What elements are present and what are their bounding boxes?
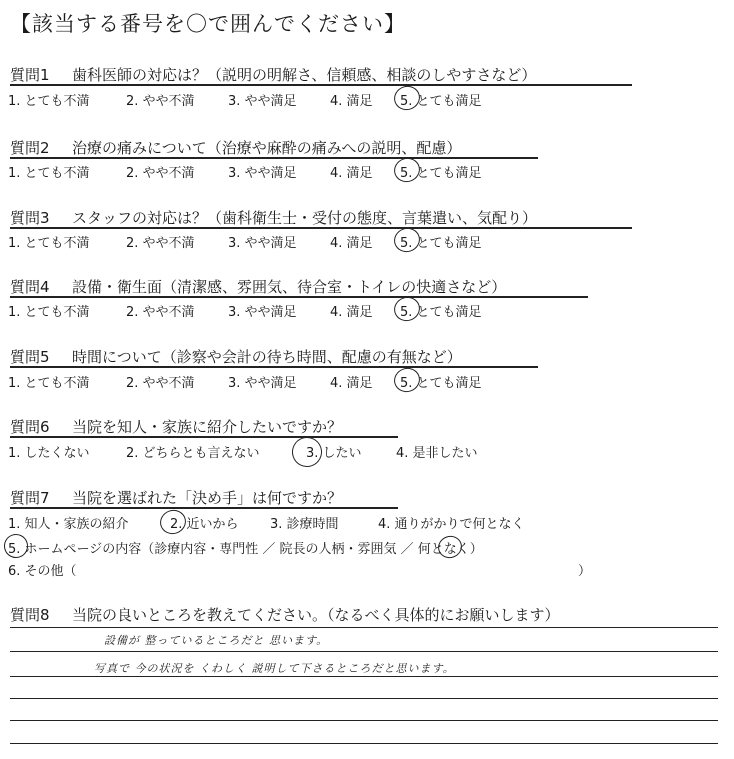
q3-option-2[interactable]: 2. やや不満 [126,236,195,251]
q5-option-2[interactable]: 2. やや不満 [126,376,195,391]
question-5-underline [10,366,538,368]
question-4 [10,276,506,297]
q2-option-4[interactable]: 4. 満足 [330,166,373,181]
question-5-text: 時間について（診察や会計の待ち時間、配慮の有無など） [72,348,462,366]
handwritten-answer-2: 写真で 今の状況を くわしく 説明して下さるところだと思います。 [94,662,455,675]
question-8-number: 質問8 [10,606,50,624]
q3-option-5[interactable]: 5. とても満足 [400,236,482,251]
q5-option-3[interactable]: 3. やや満足 [228,376,297,391]
answer-line-5 [10,720,718,721]
question-1-underline [10,84,632,86]
question-2-number: 質問2 [10,139,50,157]
question-6-number: 質問6 [10,418,50,436]
question-7-number: 質問7 [10,489,50,507]
question-6 [10,416,342,437]
q5-option-1[interactable]: 1. とても不満 [8,376,90,391]
q7-option-5[interactable]: 5. ホームページの内容（診療内容・専門性 ／ 院長の人柄・雰囲気 ／ 何となく） [8,542,483,557]
q3-option-1[interactable]: 1. とても不満 [8,236,90,251]
q6-option-1[interactable]: 1. したくない [8,446,90,461]
q5-option-4[interactable]: 4. 満足 [330,376,373,391]
question-1-text: 歯科医師の対応は？（説明の明解さ、信頼感、相談のしやすさなど） [72,66,537,84]
question-3-text: スタッフの対応は？（歯科衛生士・受付の態度、言葉遣い、気配り） [72,209,538,227]
q1-option-3[interactable]: 3. やや満足 [228,94,297,109]
answer-line-4 [10,698,718,699]
question-4-text: 設備・衛生面（清潔感、雰囲気、待合室・トイレの快適さなど） [72,278,507,296]
question-8-text: 当院の良いところを教えてください。（なるべく具体的にお願いします） [72,606,560,624]
q7-other-close-paren: ） [578,564,592,579]
page-title: 【該当する番号を〇で囲んでください】 [10,12,406,36]
question-7-text: 当院を選ばれた「決め手」は何ですか？ [72,489,343,507]
q7-option-6[interactable]: 6. その他（ [8,564,77,579]
q4-option-3[interactable]: 3. やや満足 [228,305,297,320]
q1-option-1[interactable]: 1. とても不満 [8,94,90,109]
answer-line-2 [10,651,718,652]
question-8 [10,604,560,625]
q2-option-3[interactable]: 3. やや満足 [228,166,297,181]
question-7-underline [10,507,398,509]
question-3-number: 質問3 [10,209,50,227]
question-4-number: 質問4 [10,278,50,296]
question-3 [10,207,537,228]
answer-line-6 [10,743,718,744]
q3-option-4[interactable]: 4. 満足 [330,236,373,251]
q7-option-2[interactable]: 2. 近いから [170,517,239,532]
q2-option-1[interactable]: 1. とても不満 [8,166,90,181]
q4-option-4[interactable]: 4. 満足 [330,305,373,320]
q6-option-3[interactable]: 3. したい [306,446,362,461]
question-2-underline [10,157,538,159]
q6-option-4[interactable]: 4. 是非したい [396,446,478,461]
answer-line-3 [10,676,718,677]
question-6-text: 当院を知人・家族に紹介したいですか？ [72,418,343,436]
question-1-number: 質問1 [10,66,50,84]
question-5 [10,346,462,367]
q2-option-5[interactable]: 5. とても満足 [400,166,482,181]
q4-option-2[interactable]: 2. やや不満 [126,305,195,320]
q7-option-2-circle [157,507,189,538]
q1-option-4[interactable]: 4. 満足 [330,94,373,109]
q7-option-4[interactable]: 4. 通りがかりで何となく [378,517,525,532]
answer-line-1 [10,627,718,628]
question-6-underline [10,436,398,438]
question-7 [10,487,342,508]
q7-option-1[interactable]: 1. 知人・家族の紹介 [8,517,129,532]
q4-option-5[interactable]: 5. とても満足 [400,305,482,320]
q7-option-3[interactable]: 3. 診療時間 [270,517,339,532]
question-2 [10,137,461,158]
question-5-number: 質問5 [10,348,50,366]
q6-selection-circle [288,433,326,471]
q3-option-3[interactable]: 3. やや満足 [228,236,297,251]
handwritten-answer-1: 設備が 整っているところだと 思います。 [104,634,329,647]
q4-option-1[interactable]: 1. とても不満 [8,305,90,320]
question-2-text: 治療の痛みについて（治療や麻酔の痛みへの説明、配慮） [72,139,462,157]
q5-option-5[interactable]: 5. とても満足 [400,376,482,391]
q1-option-2[interactable]: 2. やや不満 [126,94,195,109]
q6-option-2[interactable]: 2. どちらとも言えない [126,446,260,461]
q1-option-5[interactable]: 5. とても満足 [400,94,482,109]
q2-option-2[interactable]: 2. やや不満 [126,166,195,181]
question-4-underline [10,296,588,298]
question-1 [10,64,536,85]
question-3-underline [10,227,632,229]
